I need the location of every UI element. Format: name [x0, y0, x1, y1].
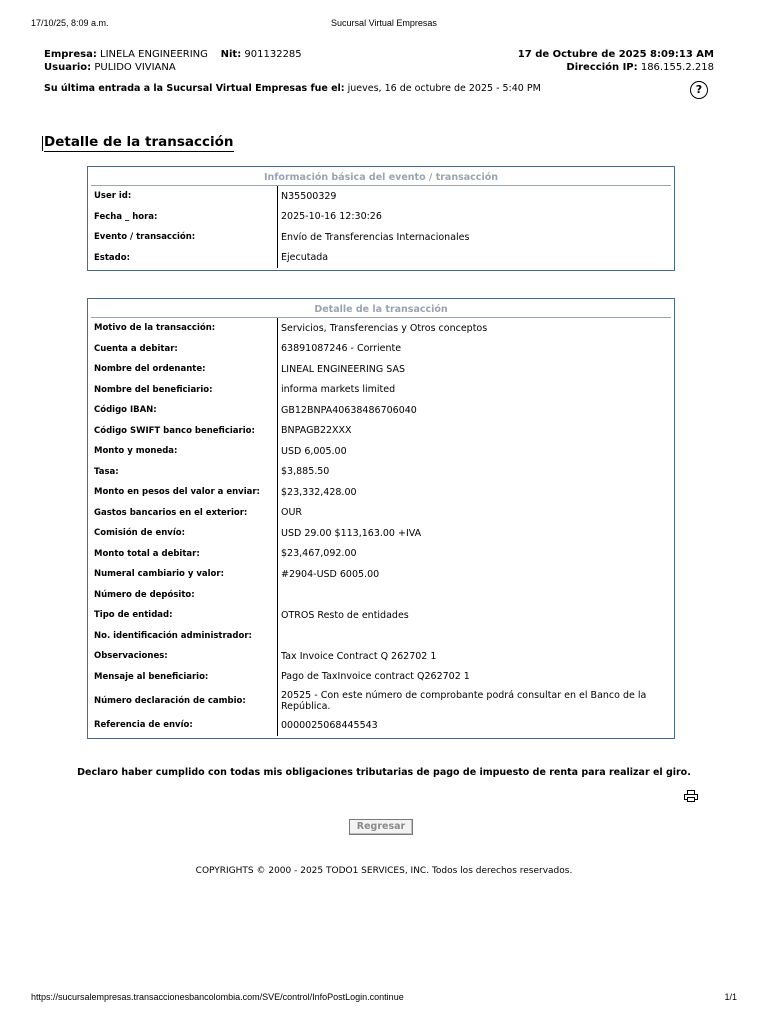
row-value: $23,467,092.00 [281, 548, 357, 560]
row-label: Número declaración de cambio: [91, 687, 278, 715]
table-row [91, 564, 671, 585]
table-row [91, 605, 671, 626]
row-label: Referencia de envío: [91, 715, 278, 736]
printer-icon[interactable] [684, 790, 698, 802]
table-row [91, 482, 671, 503]
usuario-label: Usuario: [44, 62, 92, 73]
row-label: Observaciones: [91, 646, 278, 667]
basic-info-table [91, 186, 671, 268]
last-entry [44, 83, 541, 94]
table-row [91, 421, 671, 442]
row-label: Número de depósito: [91, 585, 278, 606]
row-value: 2025-10-16 12:30:26 [281, 211, 382, 223]
table-row [91, 186, 671, 207]
usuario-value: PULIDO VIVIANA [94, 62, 176, 73]
table-row [91, 359, 671, 380]
row-value: USD 6,005.00 [281, 445, 347, 457]
session-info-bar [44, 48, 714, 74]
regresar-button[interactable]: Regresar [349, 819, 413, 835]
table-row [91, 503, 671, 524]
row-value: 63891087246 - Corriente [281, 343, 402, 355]
row-label: Monto total a debitar: [91, 544, 278, 565]
row-label: Tasa: [91, 462, 278, 483]
row-value: $3,885.50 [281, 466, 330, 478]
table-row [91, 207, 671, 228]
table-row [91, 380, 671, 401]
table-row [91, 687, 671, 715]
row-value: informa markets limited [281, 384, 396, 396]
help-icon[interactable]: ? [690, 81, 708, 99]
nit-label: Nit: [220, 49, 242, 60]
ip-info [566, 61, 714, 74]
table-row [91, 400, 671, 421]
row-value: OUR [281, 507, 303, 519]
row-label: Tipo de entidad: [91, 605, 278, 626]
page-title-text: Detalle de la transacción [44, 134, 234, 150]
row-label: User id: [91, 186, 278, 207]
row-label: Monto en pesos del valor a enviar: [91, 482, 278, 503]
row-value [278, 626, 672, 647]
company-row [44, 48, 714, 61]
table-row [91, 523, 671, 544]
transaction-detail-panel [87, 298, 675, 739]
table-row [91, 646, 671, 667]
copyright: COPYRIGHTS © 2000 - 2025 TODO1 SERVICES, INC. Todos los derechos reservados. [195, 866, 573, 876]
row-value: BNPAGB22XXX [281, 425, 352, 437]
row-label: Código SWIFT banco beneficiario: [91, 421, 278, 442]
row-value: Tax Invoice Contract Q 262702 1 [281, 650, 437, 662]
row-value: Pago de TaxInvoice contract Q262702 1 [281, 671, 470, 683]
print-date: 17/10/25, 8:09 a.m. [31, 18, 109, 28]
row-value: N35500329 [281, 190, 337, 202]
table-row [91, 248, 671, 269]
user-row [44, 61, 714, 74]
row-value: LINEAL ENGINEERING SAS [281, 363, 406, 375]
print-footer [0, 992, 768, 1006]
basic-info-panel [87, 166, 675, 271]
table-row [91, 544, 671, 565]
row-value: Ejecutada [281, 252, 329, 264]
table-row [91, 318, 671, 339]
page-title [44, 134, 234, 152]
row-label: Cuenta a debitar: [91, 339, 278, 360]
transaction-detail-table [91, 318, 671, 736]
table-row [91, 585, 671, 606]
nit-value: 901132285 [244, 49, 302, 60]
row-label: Código IBAN: [91, 400, 278, 421]
table-row [91, 339, 671, 360]
tax-declaration: Declaro haber cumplido con todas mis obligaciones tributarias de pago de impuesto de renta para realizar el giro. [77, 767, 691, 778]
basic-info-title: Información básica del evento / transacción [91, 171, 671, 186]
empresa-value: LINELA ENGINEERING [100, 49, 208, 60]
print-page-number: 1/1 [724, 992, 737, 1002]
row-value: GB12BNPA40638486706040 [281, 404, 417, 416]
row-value: Envío de Transferencias Internacionales [281, 231, 470, 243]
row-label: Gastos bancarios en el exterior: [91, 503, 278, 524]
session-datetime: 17 de Octubre de 2025 8:09:13 AM [517, 49, 714, 60]
transaction-detail-title: Detalle de la transacción [91, 303, 671, 318]
row-value: Servicios, Transferencias y Otros conceptos [281, 322, 488, 334]
ip-value: 186.155.2.218 [640, 62, 714, 73]
row-label: Motivo de la transacción: [91, 318, 278, 339]
table-row [91, 626, 671, 647]
row-value: 0000025068445543 [281, 719, 378, 731]
row-label: Estado: [91, 248, 278, 269]
row-label: Comisión de envío: [91, 523, 278, 544]
row-label: Mensaje al beneficiario: [91, 667, 278, 688]
text-caret [42, 136, 43, 151]
print-header [0, 18, 768, 32]
row-label: Monto y moneda: [91, 441, 278, 462]
print-title: Sucursal Virtual Empresas [331, 18, 437, 28]
row-value: USD 29.00 $113,163.00 +IVA [281, 527, 422, 539]
row-label: Evento / transacción: [91, 227, 278, 248]
row-label: No. identificación administrador: [91, 626, 278, 647]
row-value: $23,332,428.00 [281, 486, 357, 498]
row-value [278, 585, 672, 606]
row-label: Fecha _ hora: [91, 207, 278, 228]
last-entry-label: Su última entrada a la Sucursal Virtual Empresas fue el: [44, 83, 345, 94]
last-entry-value: jueves, 16 de octubre de 2025 - 5:40 PM [347, 83, 541, 94]
row-label: Nombre del beneficiario: [91, 380, 278, 401]
table-row [91, 462, 671, 483]
ip-label: Dirección IP: [566, 62, 638, 73]
empresa-label: Empresa: [44, 49, 97, 60]
table-row [91, 667, 671, 688]
table-row [91, 227, 671, 248]
table-row [91, 441, 671, 462]
table-row [91, 715, 671, 736]
row-value: #2904-USD 6005.00 [281, 568, 380, 580]
row-label: Nombre del ordenante: [91, 359, 278, 380]
row-value: 20525 - Con este número de comprobante podrá consultar en el Banco de la República. [281, 690, 647, 712]
row-value: OTROS Resto de entidades [281, 609, 409, 621]
row-label: Numeral cambiario y valor: [91, 564, 278, 585]
print-url: https://sucursalempresas.transaccionesbancolombia.com/SVE/control/InfoPostLogin.continue [31, 992, 404, 1002]
